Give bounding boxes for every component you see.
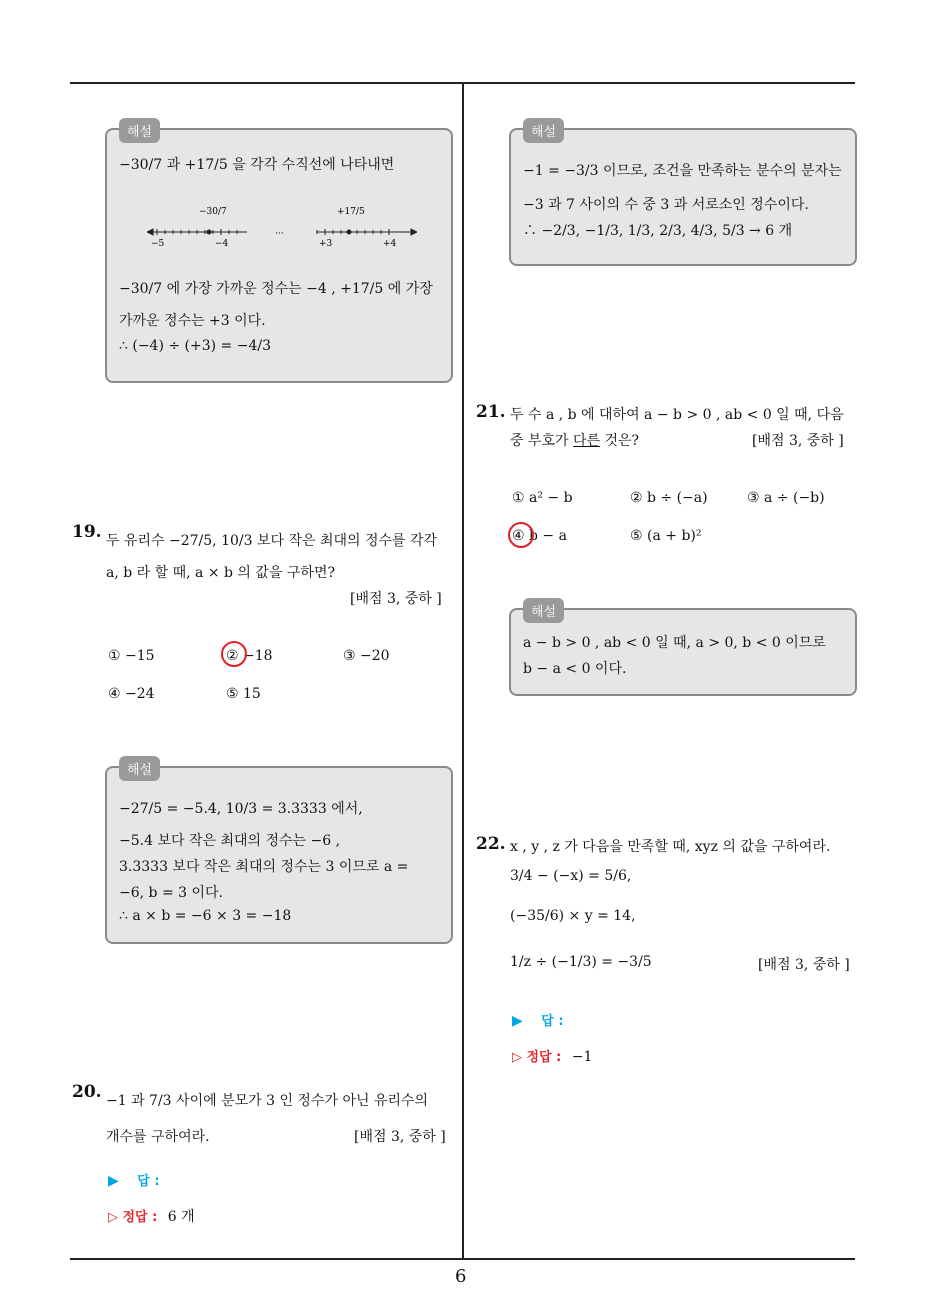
question-meta: [배점 3, 중하 ]	[752, 433, 844, 449]
question-text-pre: 중 부호가	[510, 433, 573, 449]
answer-row[interactable]	[512, 1010, 564, 1029]
equation-3: 1/z ÷ (−1/3) = −3/5	[510, 954, 652, 970]
solution-line: −6, b = 3 이다.	[119, 885, 223, 901]
question-meta: [배점 3, 중하 ]	[758, 957, 850, 973]
column-divider	[462, 83, 464, 1258]
question-text: −1 과 7/3 사이에 분모가 3 인 정수가 아닌 유리수의	[106, 1093, 429, 1109]
solution-line: ∴ (−4) ÷ (+3) = −4/3	[119, 338, 272, 354]
page-number: 6	[455, 1266, 467, 1287]
solution-line: −5.4 보다 작은 최대의 정수는 −6 ,	[119, 833, 341, 849]
solution-line: 가까운 정수는 +3 이다.	[119, 313, 266, 329]
solution-box-18	[105, 125, 453, 383]
solution-tag: 해설	[523, 598, 564, 623]
number-line-label-b: +17/5	[337, 207, 365, 217]
outline-arrow-icon: ▷	[512, 1050, 522, 1065]
solution-line: −1 = −3/3 이므로, 조건을 만족하는 분수의 분자는	[523, 163, 842, 179]
question-number-21: 21.	[476, 402, 506, 422]
equation-2: (−35/6) × y = 14,	[510, 908, 636, 924]
choice-1[interactable]: ① −15	[108, 648, 155, 664]
choice-4[interactable]: ④ −24	[108, 686, 155, 702]
number-line-label-a: −30/7	[199, 207, 227, 217]
solution-line: −27/5 = −5.4, 10/3 = 3.3333 에서,	[119, 801, 363, 817]
choice-4[interactable]: ④ b − a	[512, 528, 567, 544]
correct-answer-row	[512, 1046, 592, 1065]
answer-label: 답 :	[541, 1014, 564, 1029]
choice-5[interactable]: ⑤ (a + b)²	[630, 528, 702, 544]
choice-2[interactable]: ② −18	[226, 648, 273, 664]
number-line-tick: +3	[319, 239, 333, 249]
outline-arrow-icon: ▷	[108, 1210, 118, 1225]
solution-line: b − a < 0 이다.	[523, 661, 627, 677]
solution-line: −30/7 과 +17/5 을 각각 수직선에 나타내면	[119, 157, 395, 173]
solution-tag: 해설	[119, 118, 160, 143]
answer-label: 답 :	[137, 1174, 160, 1189]
solution-tag: 해설	[119, 756, 160, 781]
question-text: 개수를 구하여라.	[106, 1129, 210, 1145]
question-text: x , y , z 가 다음을 만족할 때, xyz 의 값을 구하여라.	[510, 839, 831, 855]
choice-3[interactable]: ③ a ÷ (−b)	[747, 490, 825, 506]
question-text	[510, 430, 639, 450]
equation-1: 3/4 − (−x) = 5/6,	[510, 868, 632, 884]
question-text: a, b 라 할 때, a × b 의 값을 구하면?	[106, 565, 335, 581]
question-number-20: 20.	[72, 1082, 102, 1102]
correct-label: 정답 :	[122, 1210, 158, 1225]
question-text: 두 유리수 −27/5, 10/3 보다 작은 최대의 정수를 각각	[106, 533, 438, 549]
solution-box-21	[509, 605, 857, 696]
choice-3[interactable]: ③ −20	[343, 648, 390, 664]
correct-value: 6 개	[167, 1209, 195, 1225]
question-text: 두 수 a , b 에 대하여 a − b > 0 , ab < 0 일 때, 다음	[510, 407, 844, 423]
solution-tag: 해설	[523, 118, 564, 143]
question-text-post: 것은?	[600, 433, 640, 449]
selected-answer-circle	[508, 522, 534, 548]
solution-line: −30/7 에 가장 가까운 정수는 −4 , +17/5 에 가장	[119, 281, 433, 297]
choice-2[interactable]: ② b ÷ (−a)	[630, 490, 708, 506]
play-arrow-icon: ▶	[108, 1173, 119, 1189]
solution-box-20	[509, 125, 857, 266]
play-arrow-icon: ▶	[512, 1013, 523, 1029]
bottom-rule	[70, 1258, 855, 1260]
number-line-ellipsis: ···	[275, 229, 284, 239]
number-line-tick: +4	[383, 239, 397, 249]
question-number-19: 19.	[72, 522, 102, 542]
correct-answer-row	[108, 1206, 195, 1226]
choice-1[interactable]: ① a² − b	[512, 490, 573, 506]
solution-line: ∴ −2/3, −1/3, 1/3, 2/3, 4/3, 5/3 → 6 개	[523, 223, 793, 239]
solution-line: 3.3333 보다 작은 최대의 정수는 3 이므로 a =	[119, 859, 409, 875]
solution-line: −3 과 7 사이의 수 중 3 과 서로소인 정수이다.	[523, 197, 809, 213]
underlined-word: 다른	[573, 433, 601, 449]
correct-value: −1	[571, 1049, 593, 1065]
question-meta: [배점 3, 중하 ]	[350, 591, 442, 607]
solution-line: ∴ a × b = −6 × 3 = −18	[119, 908, 292, 924]
solution-line: a − b > 0 , ab < 0 일 때, a > 0, b < 0 이므로	[523, 635, 826, 651]
number-line-figure	[147, 202, 417, 254]
selected-answer-circle	[221, 641, 247, 667]
question-meta: [배점 3, 중하 ]	[354, 1129, 446, 1145]
number-line-tick: −5	[151, 239, 165, 249]
choice-5[interactable]: ⑤ 15	[226, 686, 261, 702]
correct-label: 정답 :	[526, 1050, 562, 1065]
question-number-22: 22.	[476, 834, 506, 854]
number-line-tick: −4	[215, 239, 229, 249]
answer-row[interactable]	[108, 1170, 160, 1189]
solution-box-19	[105, 763, 453, 944]
